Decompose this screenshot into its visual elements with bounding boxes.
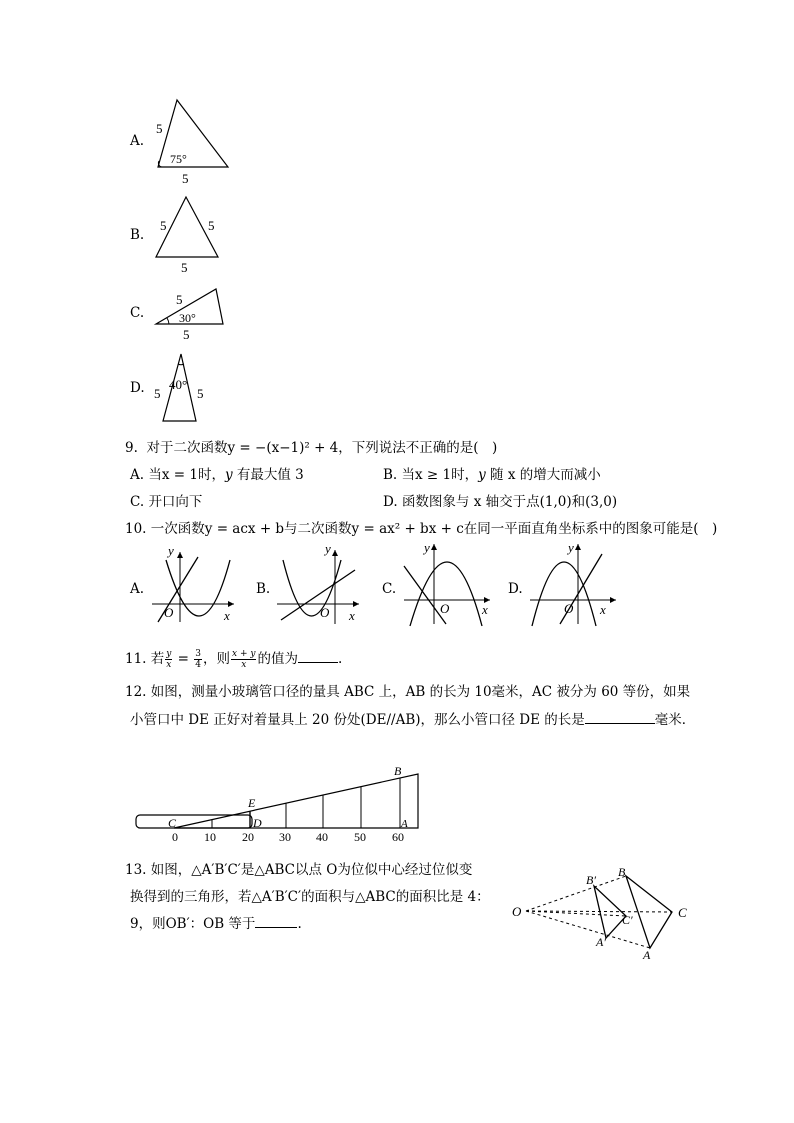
q8-d-angle: 40° bbox=[169, 377, 188, 392]
q12-line1: 12. 如图，测量小玻璃管口径的量具 ABC 上，AB 的长为 10毫米，AC 被分为 60 等份，如果 bbox=[125, 684, 691, 700]
svg-text:0: 0 bbox=[172, 830, 178, 844]
q8-c-angle: 30° bbox=[179, 311, 196, 325]
q12-ruler-figure bbox=[130, 760, 430, 850]
q9-option-a: A. 当x = 1时，y 有最大值 3 bbox=[130, 467, 304, 483]
q8-d-side-left: 5 bbox=[154, 386, 161, 401]
svg-text:y: y bbox=[168, 543, 174, 558]
q13-line1: 13. 如图，△A′B′C′是△ABC以点 O为位似中心经过位似变 bbox=[125, 862, 473, 878]
q8-option-a-letter: A. bbox=[130, 133, 145, 149]
q12-line2: 小管口中 DE 正好对着量具上 20 份处(DE//AB)，那么小管口径 DE 的长是 毫米． bbox=[130, 712, 696, 728]
q8-option-b-triangle bbox=[150, 192, 240, 277]
q11-stem: 11. 若 $\frac{y}{x}$ = $\frac{3}{4}$ ，则 $\frac{x + y}{x}$ 的值为 . bbox=[125, 649, 343, 670]
q12-number: 12. bbox=[125, 684, 147, 700]
q8-d-side-right: 5 bbox=[197, 386, 204, 401]
svg-text:x: x bbox=[482, 602, 488, 617]
svg-text:B: B bbox=[394, 764, 402, 778]
q8-c-side-bottom: 5 bbox=[183, 327, 190, 342]
svg-text:A: A bbox=[401, 818, 408, 830]
q13-homothety-figure bbox=[508, 862, 698, 962]
q8-a-angle: 75° bbox=[170, 152, 187, 166]
svg-text:B: B bbox=[618, 865, 626, 879]
q10-graph-d bbox=[526, 538, 626, 628]
svg-text:40: 40 bbox=[316, 830, 328, 844]
svg-text:B′: B′ bbox=[586, 873, 596, 887]
q11-fraction-x-plus-y-over-x: $\frac{x + y}{x}$ bbox=[232, 649, 256, 670]
svg-text:x: x bbox=[349, 608, 355, 623]
q8-option-c-letter: C. bbox=[130, 305, 145, 321]
q9-option-b: B. 当x ≥ 1时，y 随 x 的增大而减小 bbox=[383, 467, 601, 483]
q13-number: 13. bbox=[125, 862, 147, 878]
q9-stem-a: 对于二次函数 bbox=[146, 440, 228, 456]
q11-fraction-y-over-x: $\frac{y}{x}$ bbox=[166, 649, 172, 670]
q8-b-side-right: 5 bbox=[208, 218, 215, 233]
q8-a-side-bottom: 5 bbox=[182, 171, 189, 186]
svg-text:C′: C′ bbox=[622, 913, 633, 927]
q8-b-side-bottom: 5 bbox=[181, 260, 188, 275]
q10-option-a-letter: A. bbox=[130, 581, 145, 597]
svg-text:O: O bbox=[564, 601, 574, 616]
svg-text:A′: A′ bbox=[596, 935, 606, 949]
q11-answer-blank[interactable] bbox=[298, 662, 338, 663]
svg-text:C: C bbox=[168, 816, 177, 830]
q10-option-d-letter: D. bbox=[508, 581, 523, 597]
q9-stem bbox=[125, 436, 497, 456]
svg-text:30: 30 bbox=[279, 830, 291, 844]
q8-c-side-top: 5 bbox=[176, 292, 183, 307]
q9-formula: y = −(x−1)² + 4 bbox=[227, 440, 339, 456]
q13-answer-blank[interactable] bbox=[255, 927, 297, 928]
q8-a-side-left: 5 bbox=[156, 121, 163, 136]
q8-option-d-triangle bbox=[150, 350, 220, 425]
svg-text:60: 60 bbox=[392, 830, 404, 844]
q10-graph-a bbox=[148, 542, 243, 627]
q8-b-side-left: 5 bbox=[160, 218, 167, 233]
q8-option-b-letter: B. bbox=[130, 227, 145, 243]
svg-text:D: D bbox=[253, 816, 262, 830]
q10-graph-b bbox=[273, 542, 368, 627]
svg-text:O: O bbox=[320, 605, 330, 620]
svg-text:O: O bbox=[164, 605, 174, 620]
svg-text:y: y bbox=[568, 540, 574, 555]
q9-number: 9. bbox=[125, 440, 138, 456]
q13-line2: 换得到的三角形，若△A′B′C′的面积与△ABC的面积比是 4： bbox=[130, 889, 490, 905]
svg-text:C: C bbox=[678, 905, 687, 920]
svg-text:A: A bbox=[643, 948, 651, 962]
svg-text:x: x bbox=[600, 602, 606, 617]
q9-option-d: D. 函数图象与 x 轴交于点(1,0)和(3,0) bbox=[383, 494, 618, 510]
q10-graph-c bbox=[400, 538, 500, 628]
q10-stem bbox=[125, 517, 717, 537]
q9-option-c: C. 开口向下 bbox=[130, 494, 203, 510]
q10-stem-text: 一次函数y = acx + b与二次函数y = ax² + bx + c在同一平面直角坐标系中的图象可能是( ) bbox=[150, 521, 718, 537]
q13-line3: 9，则OB′：OB 等于 . bbox=[130, 916, 302, 932]
q9-stem-b: ，下列说法不正确的是( ) bbox=[338, 440, 498, 456]
svg-text:y: y bbox=[325, 541, 331, 556]
q8-option-a-triangle bbox=[150, 95, 240, 185]
svg-text:20: 20 bbox=[242, 830, 254, 844]
svg-text:10: 10 bbox=[204, 830, 216, 844]
svg-text:O: O bbox=[440, 601, 450, 616]
q12-answer-blank[interactable] bbox=[585, 723, 655, 724]
q10-number: 10. bbox=[125, 521, 147, 537]
svg-text:x: x bbox=[224, 608, 230, 623]
q10-option-b-letter: B. bbox=[256, 581, 271, 597]
q10-option-c-letter: C. bbox=[382, 581, 397, 597]
svg-text:O: O bbox=[512, 904, 522, 919]
q11-number: 11. bbox=[125, 651, 147, 667]
svg-text:50: 50 bbox=[354, 830, 366, 844]
q11-fraction-3-over-4: $\frac{3}{4}$ bbox=[195, 649, 202, 670]
svg-text:E: E bbox=[248, 796, 256, 810]
q8-option-d-letter: D. bbox=[130, 380, 145, 396]
svg-text:y: y bbox=[424, 540, 430, 555]
q8-option-c-triangle bbox=[150, 285, 240, 345]
